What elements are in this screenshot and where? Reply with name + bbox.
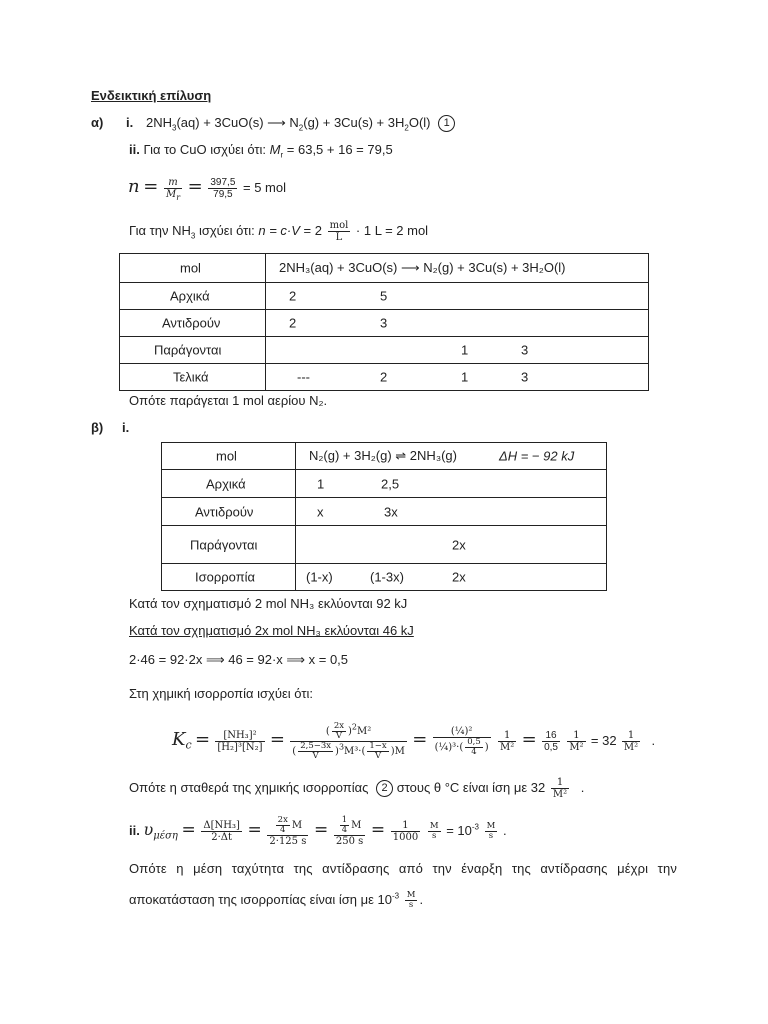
section-b-label: β)	[91, 420, 104, 435]
table-row: Αντιδρούν 2 3	[120, 310, 649, 337]
equilibrium-table-b	[161, 442, 607, 591]
table-row: Παράγονται 2x	[162, 526, 607, 564]
table-row: Αρχικά 1 2,5	[162, 470, 607, 498]
final-line-1: Οπότε η μέση ταχύτητα της αντίδρασης από την έναρξη της αντίδρασης μέχρι την	[129, 861, 677, 876]
table-row: Αρχικά 2 5	[120, 283, 649, 310]
stoichiometry-table-a	[119, 253, 649, 391]
page-title: Ενδεικτική επίλυση	[91, 88, 212, 103]
reaction-equation-a: $2NH_3(aq) + 3CuO(s)$ ⟶ $N_2(g) + 3Cu(s) + 3H_2O(l)$ 1	[146, 115, 455, 132]
header-equation: N₂(g) + 3H₂(g) ⇌ 2NH₃(g)	[309, 448, 457, 463]
header-mol: mol	[180, 260, 201, 276]
section-b-i-label: i.	[122, 420, 130, 435]
moles-equation: n = $\frac{m}{M_r}$ = $\frac{397,5}{79,5}$ = 5 mol	[128, 176, 287, 203]
equilibrium-intro: Στη χημική ισορροπία ισχύει ότι:	[129, 686, 313, 701]
table-row: Αντιδρούν x 3x	[162, 498, 607, 526]
section-a-label: α)	[91, 115, 104, 130]
header-equation: 2NH₃(aq) + 3CuO(s) ⟶ N₂(g) + 3Cu(s) + 3H₂O(l)	[279, 260, 566, 275]
header-enthalpy: ΔH = − 92 kJ	[499, 448, 575, 464]
equation-number-2: 2	[376, 780, 393, 797]
constant-line: Οπότε η σταθερά της χημικής ισορροπίας 2 στους θ °C είναι ίση με 32 $\frac{1}{\text{M²}}$ .	[129, 777, 585, 801]
heat-line-2: Κατά τον σχηματισμό 2x mol NH₃ εκλύονται 46 kJ	[129, 623, 414, 638]
rate-equation: ii. $\upsilon_{\mu έ\sigma\eta}$ = $\frac{\text{Δ[NH₃]}}{2\cdot\Delta t}$ = $\frac{2x}{4}$ M 2·125 s = $\frac{1}{4}$ M 250 s = $\frac{1}{1000}$ $\frac{M}{s}$ = $10^{-3}$ $\frac{M}{s}$ .	[129, 815, 507, 848]
table-row: Τελικά --- 2 1 3	[120, 364, 649, 391]
conclusion-a: Οπότε παράγεται 1 mol αερίου N₂.	[129, 393, 328, 408]
final-line-2: αποκατάσταση της ισορροπίας είναι ίση με $10^{-3}$ $\frac{M}{s}$ .	[129, 890, 424, 911]
header-mol: mol	[216, 448, 237, 464]
kc-equation: $K_c$ = $\frac{\text{[NH₃]²}}{\text{[H₂]³[N₂]}}$ = ( $\frac{2x}{V}$ )$^2$M² ( $\frac{2,5-3x}{V}$ )$^3$M³·( $\frac{1-x}{V}$ )M = (¼)² (¼)³·( $\frac{0,5}{4}$ ) $\frac{1}{\text{M²}}$ = $\frac{16}{0,5}$ $\frac{1}{\text{M²}}$ = 32 $\frac{1}{\text{M²}}$ .	[172, 721, 656, 762]
molar-mass-line: ii. Για το CuO ισχύει ότι: $M_r = 63,5 + 16 = 79,5$	[129, 142, 393, 160]
equation-number-1: 1	[438, 115, 455, 132]
solve-x-line: 2·46 = 92·2x ⟹ 46 = 92·x ⟹ x = 0,5	[129, 652, 349, 667]
table-row: Παράγονται 1 3	[120, 337, 649, 364]
table-row: Ισορροπία (1-x) (1-3x) 2x	[162, 564, 607, 591]
section-a-i-label: i.	[126, 115, 134, 130]
nh3-moles-line: Για την $NH_3$ ισχύει ότι: n = c·V = 2 $\frac{\text{mol}}{L}$ · 1 L = 2 mol	[129, 220, 429, 244]
heat-line-1: Κατά τον σχηματισμό 2 mol NH₃ εκλύονται 92 kJ	[129, 596, 408, 611]
